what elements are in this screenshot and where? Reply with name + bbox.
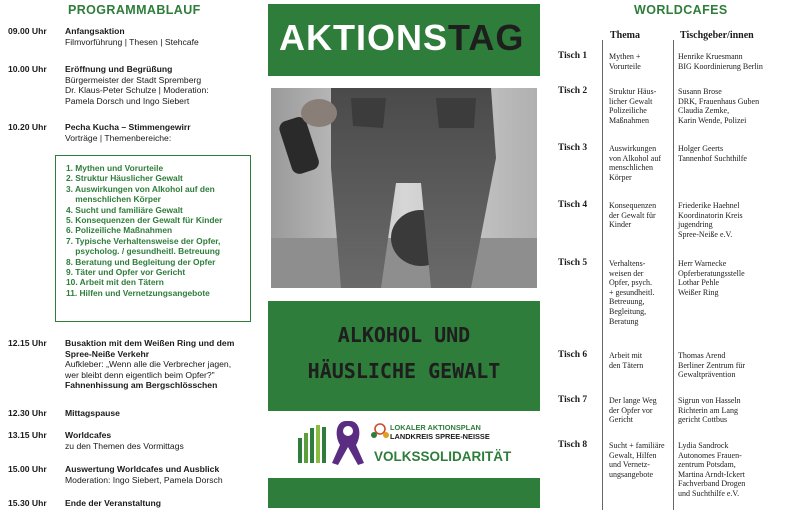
title-column bbox=[268, 0, 540, 514]
cover-photo bbox=[271, 88, 537, 288]
topic-line: Konsequenzen bbox=[609, 201, 657, 210]
topic-line: ungsangebote bbox=[609, 469, 653, 479]
host-line: Koordinatorin Kreis bbox=[678, 210, 743, 220]
lap-line-2: LANDKREIS SPREE-NEISSE bbox=[390, 432, 490, 441]
photo-illustration bbox=[271, 88, 537, 288]
table-label: Tisch 5 bbox=[558, 258, 588, 268]
table-topic bbox=[609, 441, 675, 479]
topic-line: Polizeiliche bbox=[609, 106, 647, 116]
host-line: Henrike Kruesmann bbox=[678, 52, 743, 61]
table-hosts bbox=[678, 351, 800, 380]
table-hosts bbox=[678, 144, 800, 163]
event-title: AKTIONSTAG bbox=[279, 17, 525, 58]
program-line: Aufkleber: „Wenn alle die Verbrecher jagen, bbox=[65, 359, 232, 370]
host-line: Sigrun von Hasseln bbox=[678, 396, 741, 405]
worldcafe-column bbox=[552, 0, 800, 514]
topic-item: 6. Polizeiliche Maßnahmen bbox=[66, 225, 173, 236]
program-head: Anfangsaktion bbox=[65, 26, 125, 36]
topic-line: Begleitung, bbox=[609, 306, 647, 316]
host-line: DRK, Frauenhaus Guben bbox=[678, 96, 760, 106]
program-line: zu den Themen des Vormittags bbox=[65, 440, 184, 451]
table-topic bbox=[609, 87, 675, 125]
host-line: BIG Koordinierung Berlin bbox=[678, 61, 763, 71]
table-topic bbox=[609, 351, 675, 370]
host-line: Tannenhof Suchthilfe bbox=[678, 153, 747, 163]
program-head: Mittagspause bbox=[65, 408, 120, 418]
worldcafe-title: WORLDCAFES bbox=[634, 3, 728, 17]
topic-item: 2. Struktur Häuslicher Gewalt bbox=[66, 173, 183, 184]
topic-item: 11. Hilfen und Vernetzungsangebote bbox=[66, 287, 210, 298]
subtitle-banner bbox=[268, 301, 540, 411]
table-topic bbox=[609, 201, 675, 230]
program-time: 12.15 Uhr bbox=[8, 338, 47, 348]
col-thema-header: Thema bbox=[610, 30, 640, 41]
table-label: Tisch 3 bbox=[558, 143, 588, 153]
table-hosts bbox=[678, 441, 800, 499]
topic-line: Opfer, psych. bbox=[609, 278, 652, 288]
host-line: Herr Warnecke bbox=[678, 259, 727, 268]
host-line: Karin Wende, Polizei bbox=[678, 115, 747, 125]
table-label: Tisch 1 bbox=[558, 51, 588, 61]
table-hosts bbox=[678, 87, 800, 125]
topic-line: Verhaltens- bbox=[609, 259, 646, 268]
topic-line: Kinder bbox=[609, 220, 632, 230]
program-head: Auswertung Worldcafes und Ausblick bbox=[65, 464, 220, 474]
topic-line: Gericht bbox=[609, 415, 633, 425]
program-line: Bürgermeister der Stadt Spremberg bbox=[65, 74, 202, 85]
logo-graphics bbox=[268, 413, 540, 473]
bottom-banner bbox=[268, 478, 540, 508]
host-line: Fachverband Drogen bbox=[678, 479, 746, 489]
topic-line: Maßnahmen bbox=[609, 115, 649, 125]
program-head: Pecha Kucha – Stimmengewirr bbox=[65, 122, 191, 132]
host-line: Spree-Neiße e.V. bbox=[678, 229, 733, 239]
topic-line: von Alkohol auf bbox=[609, 153, 661, 163]
topic-item: psycholog. / gesundheitl. Betreuung bbox=[66, 246, 221, 257]
table-hosts bbox=[678, 259, 800, 297]
topic-item: 7. Typische Verhaltensweise der Opfer, bbox=[66, 235, 221, 246]
program-time: 15.00 Uhr bbox=[8, 464, 47, 474]
col-geber-header: Tischgeber/innen bbox=[680, 30, 754, 41]
topic-line: der Opfer vor bbox=[609, 405, 653, 415]
host-line: Berliner Zentrum für bbox=[678, 360, 746, 370]
program-title: PROGRAMMABLAUF bbox=[68, 3, 201, 17]
topic-line: Auswirkungen bbox=[609, 144, 657, 153]
table-label: Tisch 6 bbox=[558, 350, 588, 360]
program-time: 15.30 Uhr bbox=[8, 498, 47, 508]
table-label: Tisch 2 bbox=[558, 86, 588, 96]
topic-line: Beratung bbox=[609, 316, 639, 326]
topic-item: 10. Arbeit mit den Tätern bbox=[66, 277, 164, 288]
topic-line: und Vernetz- bbox=[609, 460, 650, 470]
topic-line: Körper bbox=[609, 172, 632, 182]
host-line: Holger Geerts bbox=[678, 144, 724, 153]
table-hosts bbox=[678, 201, 800, 239]
host-line: Susann Brose bbox=[678, 87, 722, 96]
divider bbox=[602, 40, 603, 510]
circle-people-logo-icon bbox=[371, 424, 389, 438]
ribbon-logo-icon bbox=[332, 421, 364, 465]
program-line: Fahnenhissung am Bergschlösschen bbox=[65, 380, 218, 391]
host-line: Autonomes Frauen- bbox=[678, 450, 742, 460]
lap-line-1: LOKALER AKTIONSPLAN bbox=[390, 423, 481, 432]
host-line: Lydia Sandrock bbox=[678, 441, 729, 450]
topic-item: 1. Mythen und Vorurteile bbox=[66, 163, 164, 173]
topic-item: 9. Täter und Opfer vor Gericht bbox=[66, 267, 186, 278]
title-banner bbox=[268, 4, 540, 76]
program-head: Eröffnung und Begrüßung bbox=[65, 64, 173, 74]
topic-line: Betreuung, bbox=[609, 297, 645, 307]
host-line: Martina Arndt-Ickert bbox=[678, 469, 745, 479]
topic-item: 5. Konsequenzen der Gewalt für Kinder bbox=[66, 215, 223, 226]
program-head: Ende der Veranstaltung bbox=[65, 498, 161, 508]
table-hosts bbox=[678, 52, 800, 71]
topic-line: Mythen + bbox=[609, 52, 641, 61]
program-line: Dr. Klaus-Peter Schulze | Moderation: bbox=[65, 85, 209, 96]
topic-line: den Tätern bbox=[609, 360, 644, 370]
topic-line: + gesundheitl. bbox=[609, 287, 655, 297]
host-line: Weißer Ring bbox=[678, 287, 719, 297]
host-line: Gewaltprävention bbox=[678, 370, 736, 380]
program-time: 13.15 Uhr bbox=[8, 430, 47, 440]
topic-item: menschlichen Körper bbox=[66, 194, 161, 205]
program-time: 12.30 Uhr bbox=[8, 408, 47, 418]
host-line: Thomas Arend bbox=[678, 351, 726, 360]
topic-line: Sucht + familiäre bbox=[609, 441, 665, 450]
program-time: 09.00 Uhr bbox=[8, 26, 47, 36]
table-topic bbox=[609, 396, 675, 425]
table-topic bbox=[609, 144, 675, 182]
topic-line: menschlichen bbox=[609, 163, 653, 173]
program-line: Filmvorführung | Thesen | Stehcafe bbox=[65, 36, 199, 47]
program-time: 10.20 Uhr bbox=[8, 122, 47, 132]
program-line: wer bleibt denn eigentlich beim Opfer?" bbox=[65, 369, 215, 380]
program-column bbox=[0, 0, 258, 514]
host-line: und Suchthilfe e.V. bbox=[678, 488, 740, 498]
topic-item: 4. Sucht und familiäre Gewalt bbox=[66, 204, 183, 215]
host-line: gericht Cottbus bbox=[678, 415, 728, 425]
lap-logo-text bbox=[390, 423, 490, 441]
topic-line: Arbeit mit bbox=[609, 351, 643, 360]
topic-item: 8. Beratung und Begleitung der Opfer bbox=[66, 256, 216, 267]
table-topic bbox=[609, 259, 675, 326]
topic-line: weisen der bbox=[609, 268, 644, 278]
topic-line: Vorurteile bbox=[609, 61, 641, 71]
topic-item: 3. Auswirkungen von Alkohol auf den bbox=[66, 183, 215, 194]
table-label: Tisch 8 bbox=[558, 440, 588, 450]
topic-line: licher Gewalt bbox=[609, 96, 653, 106]
subtitle-line-1: ALKOHOL UND bbox=[337, 323, 471, 347]
bars-logo-icon bbox=[298, 425, 326, 463]
table-topic bbox=[609, 52, 675, 71]
program-line: Pamela Dorsch und Ingo Siebert bbox=[65, 95, 190, 106]
program-time: 10.00 Uhr bbox=[8, 64, 47, 74]
host-line: Friederike Haehnel bbox=[678, 201, 740, 210]
logo-strip bbox=[268, 413, 540, 473]
host-line: Lothar Pehle bbox=[678, 278, 720, 288]
topic-line: Struktur Häus- bbox=[609, 87, 657, 96]
program-line: Vorträge | Themenbereiche: bbox=[65, 132, 172, 143]
host-line: Richterin am Lang bbox=[678, 405, 738, 415]
topic-line: der Gewalt für bbox=[609, 210, 656, 220]
table-label: Tisch 7 bbox=[558, 395, 588, 405]
host-line: Opferberatungsstelle bbox=[678, 268, 745, 278]
subtitle-line-2: HÄUSLICHE GEWALT bbox=[307, 359, 501, 383]
program-head: Worldcafes bbox=[65, 430, 112, 440]
table-label: Tisch 4 bbox=[558, 200, 588, 210]
host-line: zentrum Potsdam, bbox=[678, 460, 736, 470]
program-line: Moderation: Ingo Siebert, Pamela Dorsch bbox=[65, 474, 223, 485]
topics-box bbox=[55, 155, 251, 322]
topic-line: Gewalt, Hilfen bbox=[609, 450, 657, 460]
table-hosts bbox=[678, 396, 800, 425]
host-line: Claudia Zemke, bbox=[678, 106, 730, 116]
topic-line: Der lange Weg bbox=[609, 396, 657, 405]
host-line: jugendring bbox=[678, 220, 713, 230]
program-head: Busaktion mit dem Weißen Ring und dem Spree-Neiße Verkehr bbox=[65, 338, 235, 359]
volkssolidaritaet-logo: VOLKSSOLIDARITÄT bbox=[374, 449, 512, 464]
